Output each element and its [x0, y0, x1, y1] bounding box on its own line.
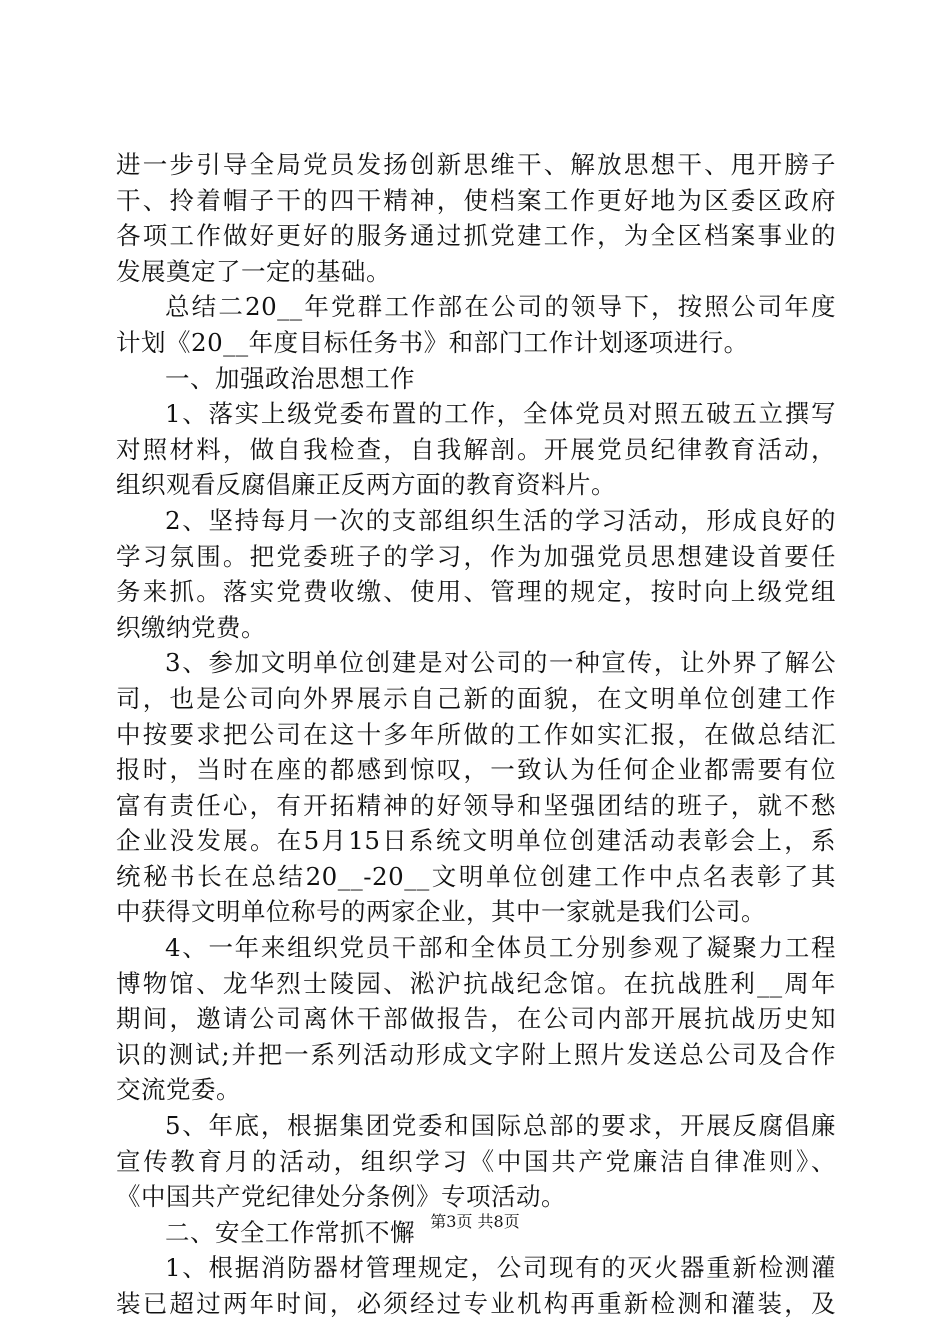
text-line: 4、一年来组织党员干部和全体员工分别参观了凝聚力工程 [165, 933, 836, 963]
text-line: 二、安全工作常抓不懈 [165, 1217, 415, 1247]
text-line: 3、参加文明单位创建是对公司的一种宣传，让外界了解公 [165, 648, 836, 678]
text-line: 交流党委。 [116, 1075, 241, 1105]
text-line: 中获得文明单位称号的两家企业，其中一家就是我们公司。 [116, 897, 766, 927]
text-line: 各项工作做好更好的服务通过抓党建工作，为全区档案事业的 [116, 221, 836, 251]
text-line: 学习氛围。把党委班子的学习，作为加强党员思想建设首要任 [116, 541, 836, 571]
text-line: 干、拎着帽子干的四干精神，使档案工作更好地为区委区政府 [116, 185, 836, 215]
text-line: 织缴纳党费。 [116, 612, 266, 642]
document-body [116, 147, 836, 1322]
text-line: 2、坚持每月一次的支部组织生活的学习活动，形成良好的 [165, 505, 836, 535]
text-line: 发展奠定了一定的基础。 [116, 256, 391, 286]
text-line: 富有责任心，有开拓精神的好领导和坚强团结的班子，就不愁 [116, 790, 836, 820]
text-line: 计划《20__年度目标任务书》和部门工作计划逐项进行。 [116, 327, 749, 357]
text-line: 组织观看反腐倡廉正反两方面的教育资料片。 [116, 470, 616, 500]
text-line: 务来抓。落实党费收缴、使用、管理的规定，按时向上级党组 [116, 577, 836, 607]
text-line: 1、根据消防器材管理规定，公司现有的灭火器重新检测灌 [165, 1253, 836, 1283]
text-line: 博物馆、龙华烈士陵园、淞沪抗战纪念馆。在抗战胜利__周年 [116, 968, 836, 998]
text-line: 1、落实上级党委布置的工作，全体党员对照五破五立撰写 [165, 399, 836, 429]
text-line: 期间，邀请公司离休干部做报告，在公司内部开展抗战历史知 [116, 1004, 836, 1034]
text-line: 中按要求把公司在这十多年所做的工作如实汇报，在做总结汇 [116, 719, 836, 749]
text-line: 报时，当时在座的都感到惊叹，一致认为任何企业都需要有位 [116, 755, 836, 785]
text-line: 总结二20__年党群工作部在公司的领导下，按照公司年度 [165, 292, 836, 322]
text-line: 5、年底，根据集团党委和国际总部的要求，开展反腐倡廉 [165, 1111, 836, 1141]
text-line: 进一步引导全局党员发扬创新思维干、解放思想干、甩开膀子 [116, 150, 836, 179]
page-footer: 第3页 共8页 [430, 1212, 520, 1231]
text-line: 对照材料，做自我检查，自我解剖。开展党员纪律教育活动， [116, 434, 836, 464]
text-line: 司，也是公司向外界展示自己新的面貌，在文明单位创建工作 [116, 683, 836, 713]
text-line: 一、加强政治思想工作 [165, 363, 415, 393]
text-line: 《中国共产党纪律处分条例》专项活动。 [116, 1182, 566, 1212]
text-line: 企业没发展。在5月15日系统文明单位创建活动表彰会上，系 [116, 826, 836, 856]
text-line: 统秘书长在总结20__-20__文明单位创建工作中点名表彰了其 [116, 861, 836, 891]
text-line: 识的测试;并把一系列活动形成文字附上照片发送总公司及合作 [116, 1039, 836, 1069]
text-line: 装已超过两年时间，必须经过专业机构再重新检测和灌装，及 [116, 1289, 836, 1318]
text-line: 宣传教育月的活动，组织学习《中国共产党廉洁自律准则》、 [116, 1146, 836, 1176]
